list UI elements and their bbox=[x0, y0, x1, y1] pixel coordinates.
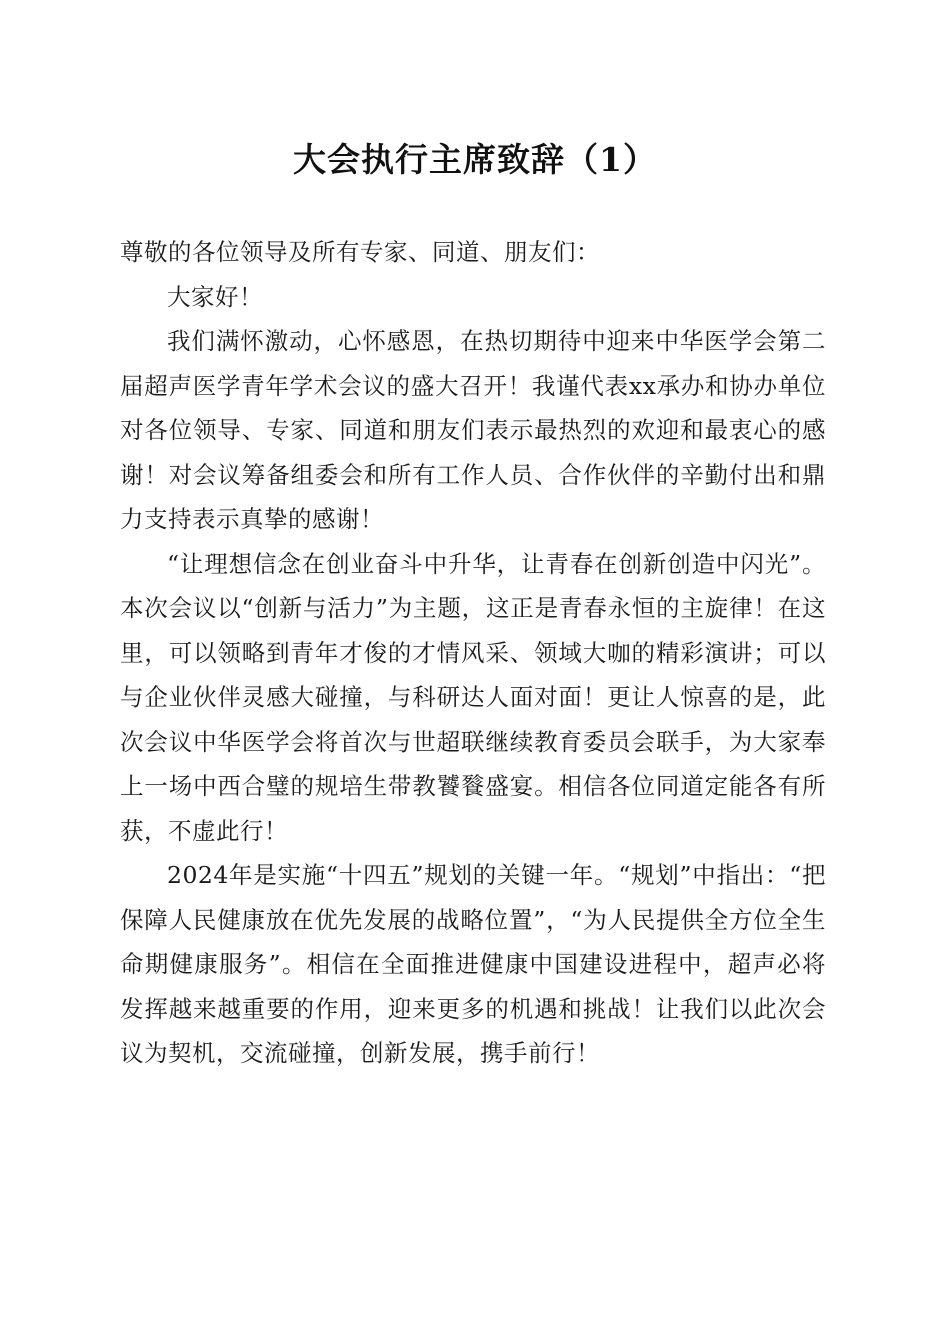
document-body bbox=[120, 230, 826, 1076]
paragraph-greeting: 大家好！ bbox=[167, 282, 263, 311]
salutation: 尊敬的各位领导及所有专家、同道、朋友们： bbox=[120, 238, 600, 266]
paragraph-outlook: 2024年是实施“十四五”规划的关键一年。“规划”中指出：“把保障人民健康放在优先发展的战略位置”，“为人民提供全方位全生命期健康服务”。相信在全面推进健康中国建设进程中，超声必将发挥越来越重要的作用，迎来更多的机遇和挑战！让我们以此次会议为契机，交流碰撞，创新发展，携手前行！ bbox=[120, 861, 826, 1067]
document-title: 大会执行主席致辞（1） bbox=[293, 140, 657, 179]
paragraph-theme: “让理想信念在创业奋斗中升华，让青春在创新创造中闪光”。本次会议以“创新与活力”为主题，这正是青春永恒的主旋律！在这里，可以领略到青年才俊的才情风采、领域大咖的精彩演讲；可以与企业伙伴灵感大碰撞，与科研达人面对面！更让人惊喜的是，此次会议中华医学会将首次与世超联继续教育委员会联手，为大家奉上一场中西合璧的规培生带教饕餮盛宴。相信各位同道定能各有所获，不虚此行！ bbox=[120, 549, 826, 845]
paragraph-welcome: 我们满怀激动，心怀感恩，在热切期待中迎来中华医学会第二届超声医学青年学术会议的盛大召开！我谨代表xx承办和协办单位对各位领导、专家、同道和朋友们表示最热烈的欢迎和最衷心的感谢！对会议筹备组委会和所有工作人员、合作伙伴的辛勤付出和鼎力支持表示真挚的感谢！ bbox=[120, 327, 826, 533]
